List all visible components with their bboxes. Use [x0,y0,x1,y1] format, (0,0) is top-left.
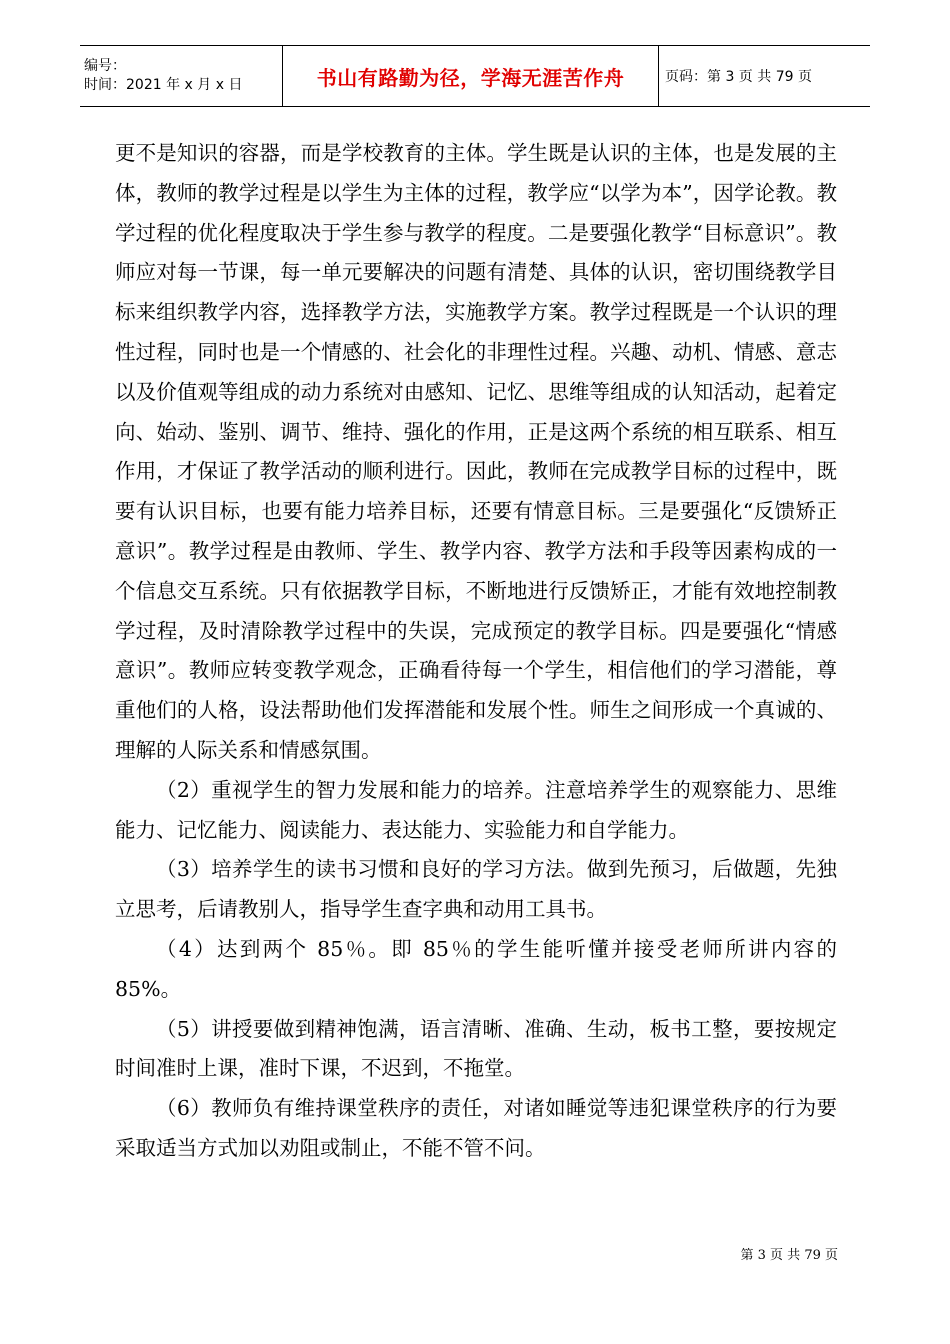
paragraph-continued: 更不是知识的容器，而是学校教育的主体。学生既是认识的主体，也是发展的主体，教师的教学过程是以学生为主体的过程，教学应“以学为本”，因学论教。教学过程的优化程度取决于学生参与教学的程度。二是要强化教学“目标意识”。教师应对每一节课，每一单元要解决的问题有清楚、具体的认识，密切围绕教学目标来组织教学内容，选择教学方法，实施教学方案。教学过程既是一个认识的理性过程，同时也是一个情感的、社会化的非理性过程。兴趣、动机、情感、意志以及价值观等组成的动力系统对由感知、记忆、思维等组成的认知活动，起着定向、始动、鉴别、调节、维持、强化的作用，正是这两个系统的相互联系、相互作用，才保证了教学活动的顺利进行。因此，教师在完成教学目标的过程中，既要有认识目标，也要有能力培养目标，还要有情意目标。三是要强化“反馈矫正意识”。教学过程是由教师、学生、教学内容、教学方法和手段等因素构成的一个信息交互系统。只有依据教学目标，不断地进行反馈矫正，才能有效地控制教学过程，及时清除教学过程中的失误，完成预定的教学目标。四是要强化“情感意识”。教师应转变教学观念，正确看待每一个学生，相信他们的学习潜能，尊重他们的人格，设法帮助他们发挥潜能和发展个性。师生之间形成一个真诚的、理解的人际关系和情感氛围。 [115,141,837,762]
header-page-cell [659,46,870,106]
paragraph-item-4: （4）达到两个 85％。即 85％的学生能听懂并接受老师所讲内容的 85%。 [115,936,837,1001]
page-footer: 第 3 页 共 79 页 [740,1248,838,1263]
document-header [80,45,870,107]
document-date-label: 时间：2021 年 x 月 x 日 [84,77,243,93]
document-body [115,134,837,1169]
paragraph-item-3: （3）培养学生的读书习惯和良好的学习方法。做到先预习，后做题，先独立思考，后请教别人，指导学生查字典和动用工具书。 [115,857,837,922]
header-meta [80,46,283,106]
header-motto: 书山有路勤为径，学海无涯苦作舟 [316,65,625,90]
paragraph-item-6: （6）教师负有维持课堂秩序的责任，对诸如睡觉等违犯课堂秩序的行为要采取适当方式加以劝阻或制止，不能不管不问。 [115,1096,837,1160]
document-number-label: 编号： [84,58,126,74]
header-motto-cell [283,46,659,106]
header-page-number: 页码：第 3 页 共 79 页 [665,69,812,85]
paragraph-item-5: （5）讲授要做到精神饱满，语言清晰、准确、生动，板书工整，要按规定时间准时上课，准时下课，不迟到，不拖堂。 [115,1016,837,1081]
paragraph-item-2: （2）重视学生的智力发展和能力的培养。注意培养学生的观察能力、思维能力、记忆能力、阅读能力、表达能力、实验能力和自学能力。 [115,777,837,842]
